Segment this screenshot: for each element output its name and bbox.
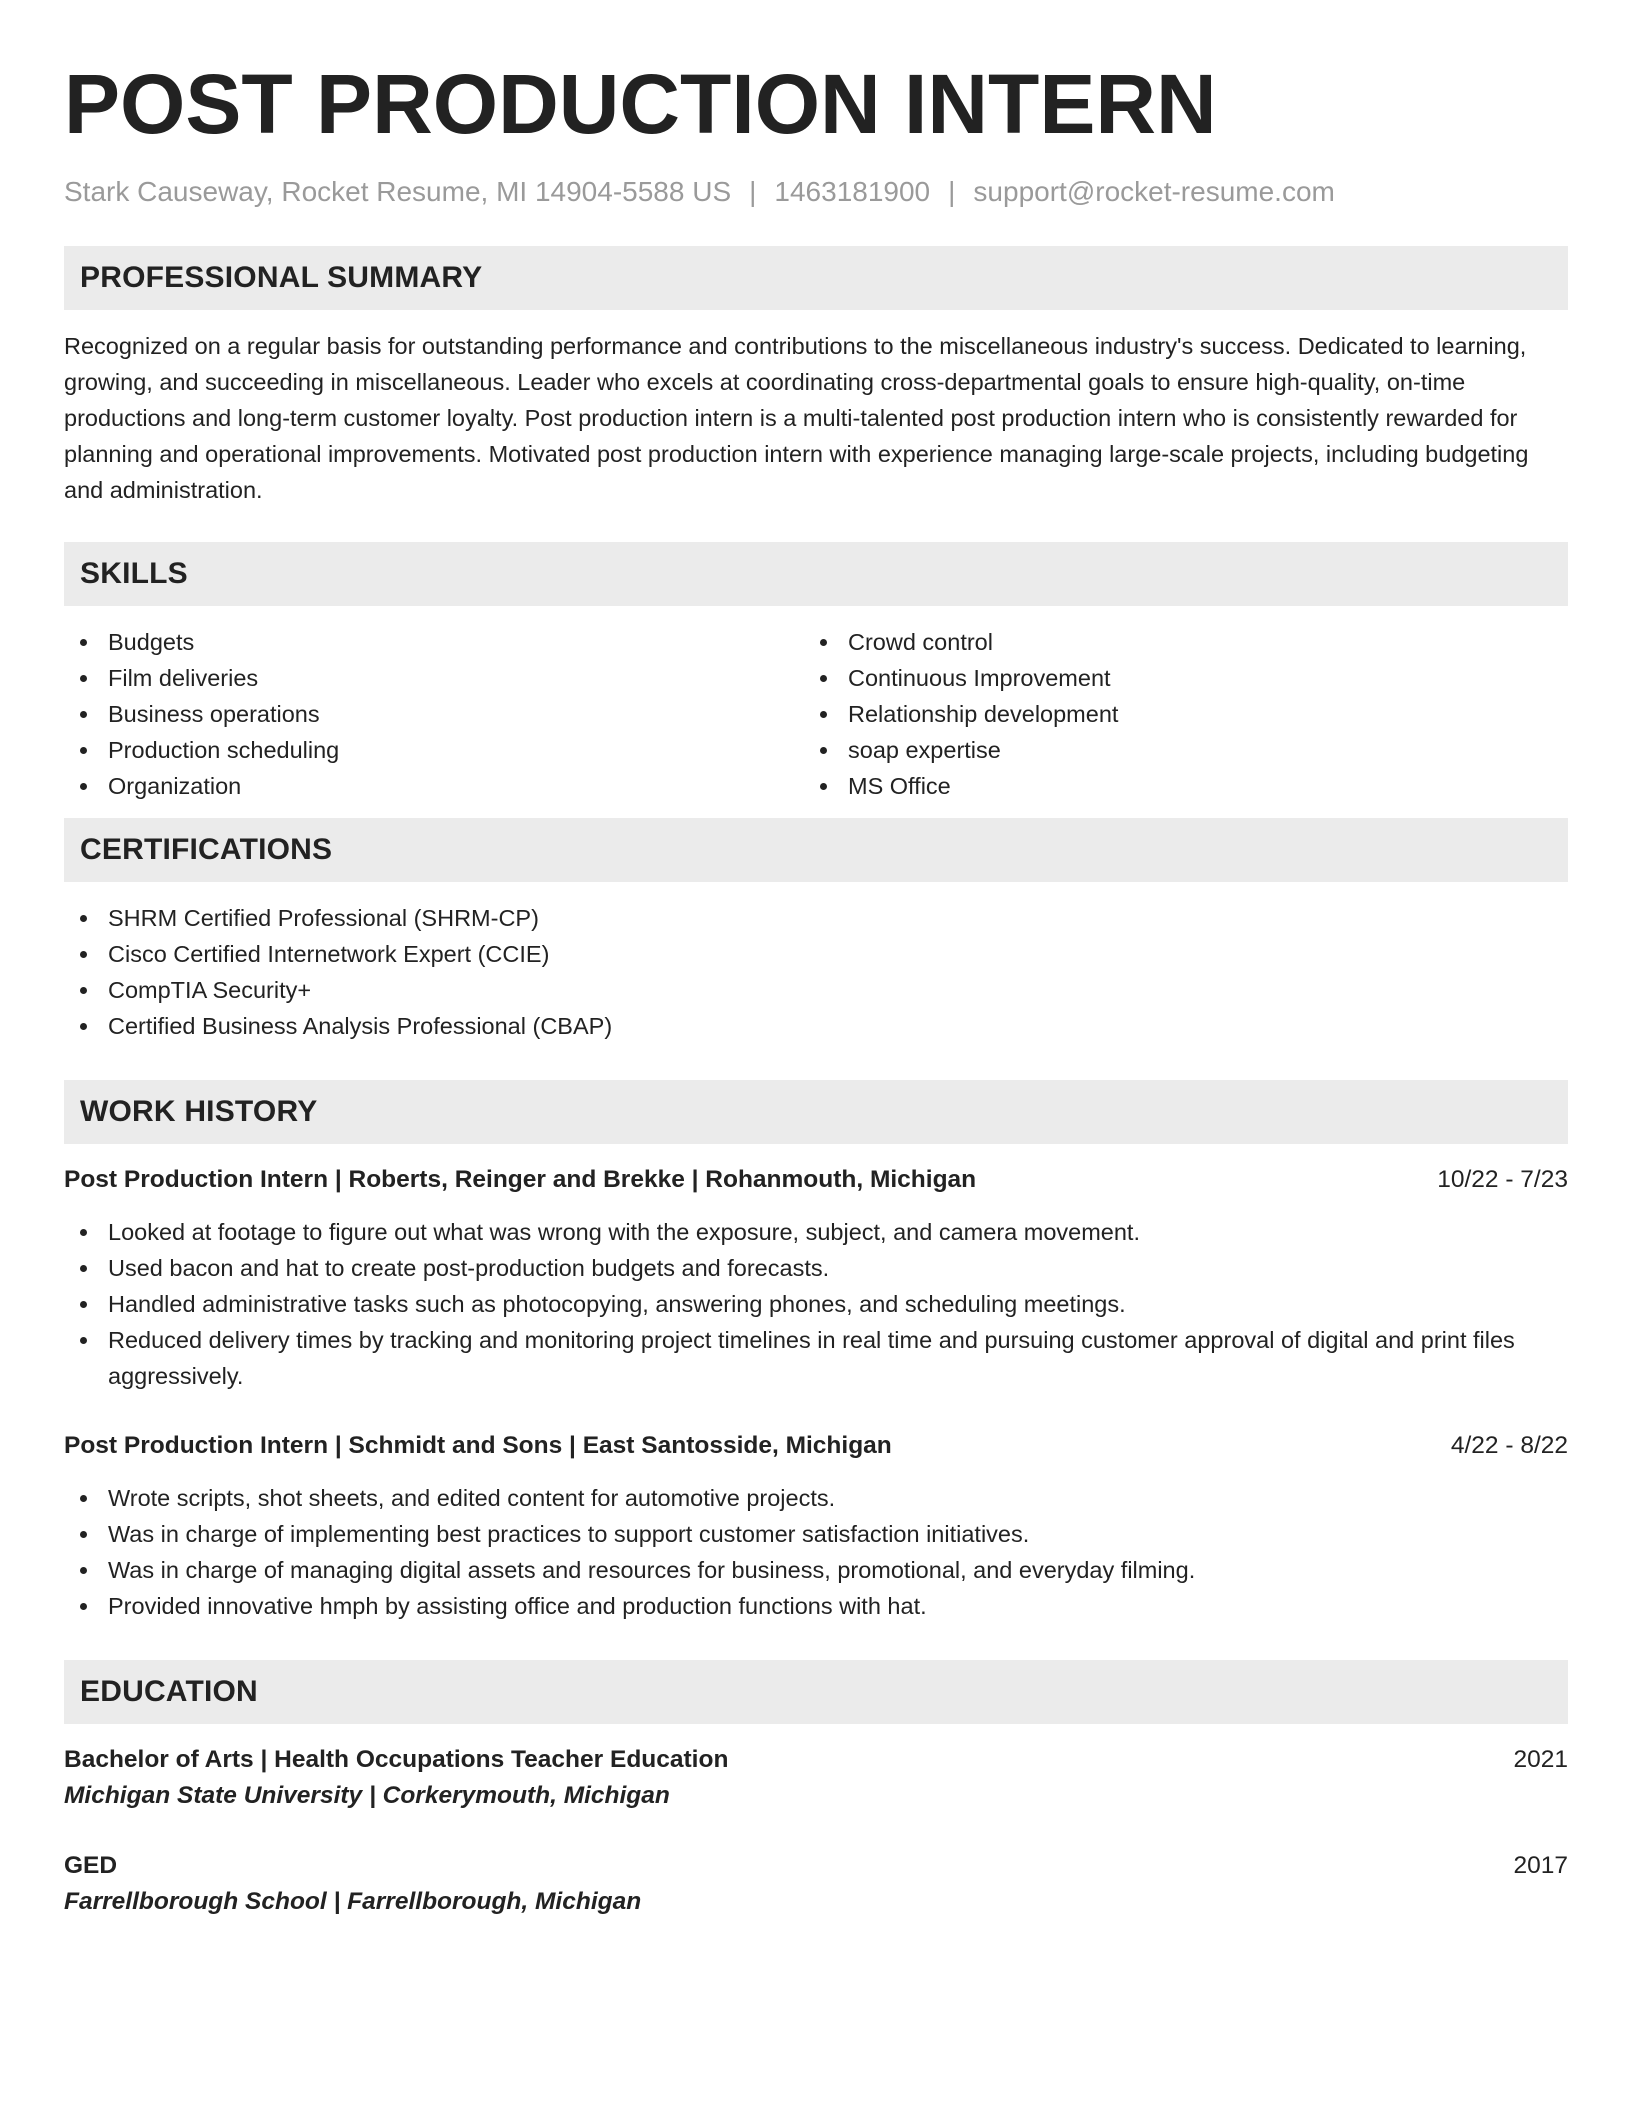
contact-phone: 1463181900 <box>774 176 931 207</box>
list-item: Was in charge of implementing best practices to support customer satisfaction initiatives. <box>108 1516 1568 1552</box>
job-title: Post Production Intern | Roberts, Reinger and Brekke | Rohanmouth, Michigan <box>64 1166 977 1193</box>
education-year: 2017 <box>1513 1852 1568 1879</box>
list-item: soap expertise <box>848 732 1544 768</box>
list-item: Wrote scripts, shot sheets, and edited content for automotive projects. <box>108 1480 1568 1516</box>
section-title: EDUCATION <box>80 1675 258 1708</box>
job-dates: 10/22 - 7/23 <box>1437 1166 1568 1193</box>
education-degree: GED <box>64 1852 118 1879</box>
job-entry <box>64 1428 1568 1624</box>
list-item: Used bacon and hat to create post-production budgets and forecasts. <box>108 1250 1568 1286</box>
education-entry <box>64 1742 1568 1814</box>
education-entry <box>64 1848 1568 1920</box>
education-school: Michigan State University | Corkerymouth, Michigan <box>64 1782 670 1809</box>
list-item: Film deliveries <box>108 660 804 696</box>
list-item: Was in charge of managing digital assets and resources for business, promotional, and everyday filming. <box>108 1552 1568 1588</box>
list-item: Business operations <box>108 696 804 732</box>
contact-email[interactable]: support@rocket-resume.com <box>973 176 1335 207</box>
education-header <box>64 1742 1568 1778</box>
section-title: SKILLS <box>80 557 188 590</box>
list-item: SHRM Certified Professional (SHRM-CP) <box>108 900 1568 936</box>
job-header <box>64 1162 1568 1198</box>
certifications-list <box>64 900 1568 1044</box>
list-item: MS Office <box>848 768 1544 804</box>
list-item: Relationship development <box>848 696 1544 732</box>
list-item: Organization <box>108 768 804 804</box>
education-school: Farrellborough School | Farrellborough, Michigan <box>64 1888 642 1915</box>
contact-separator: | <box>749 176 757 207</box>
list-item: Continuous Improvement <box>848 660 1544 696</box>
section-header-work-history <box>64 1080 1568 1144</box>
list-item: Crowd control <box>848 624 1544 660</box>
job-title: Post Production Intern | Schmidt and Sons | East Santosside, Michigan <box>64 1432 892 1459</box>
job-bullets <box>64 1214 1568 1394</box>
education-degree: Bachelor of Arts | Health Occupations Teacher Education <box>64 1746 729 1773</box>
list-item: Cisco Certified Internetwork Expert (CCIE) <box>108 936 1568 972</box>
skills-column-right <box>804 624 1544 804</box>
skills-column-left <box>64 624 804 804</box>
list-item: Budgets <box>108 624 804 660</box>
list-item: Handled administrative tasks such as photocopying, answering phones, and scheduling meetings. <box>108 1286 1568 1322</box>
job-entry <box>64 1162 1568 1394</box>
section-title: WORK HISTORY <box>80 1095 318 1128</box>
list-item: Provided innovative hmph by assisting office and production functions with hat. <box>108 1588 1568 1624</box>
list-item: Certified Business Analysis Professional (CBAP) <box>108 1008 1568 1044</box>
section-header-education <box>64 1660 1568 1724</box>
job-bullets <box>64 1480 1568 1624</box>
list-item: CompTIA Security+ <box>108 972 1568 1008</box>
section-title: CERTIFICATIONS <box>80 833 333 866</box>
list-item: Production scheduling <box>108 732 804 768</box>
section-header-skills <box>64 542 1568 606</box>
section-header-summary <box>64 246 1568 310</box>
contact-line <box>64 174 1568 210</box>
list-item: Looked at footage to figure out what was wrong with the exposure, subject, and camera movement. <box>108 1214 1568 1250</box>
summary-text: Recognized on a regular basis for outstanding performance and contributions to the miscellaneous industry's success. Dedicated to learning, growing, and succeeding in miscellaneous. Leader who excels at coordinating cross-departmental goals to ensure high-quality, on-time productions and long-term customer loyalty. Post production intern is a multi-talented post production intern who is consistently rewarded for planning and operational improvements. Motivated post production intern with experience managing large-scale projects, including budgeting and administration. <box>64 333 1529 503</box>
education-year: 2021 <box>1513 1746 1568 1773</box>
section-header-certifications <box>64 818 1568 882</box>
skills-grid <box>64 624 1568 804</box>
contact-separator: | <box>948 176 956 207</box>
list-item: Reduced delivery times by tracking and monitoring project timelines in real time and pursuing customer approval of digital and print files aggressively. <box>108 1322 1568 1394</box>
contact-address: Stark Causeway, Rocket Resume, MI 14904-5588 US <box>64 176 732 207</box>
education-header <box>64 1848 1568 1884</box>
section-title: PROFESSIONAL SUMMARY <box>80 261 483 294</box>
job-header <box>64 1428 1568 1464</box>
job-dates: 4/22 - 8/22 <box>1450 1432 1568 1459</box>
candidate-name: POST PRODUCTION INTERN <box>64 57 1217 151</box>
